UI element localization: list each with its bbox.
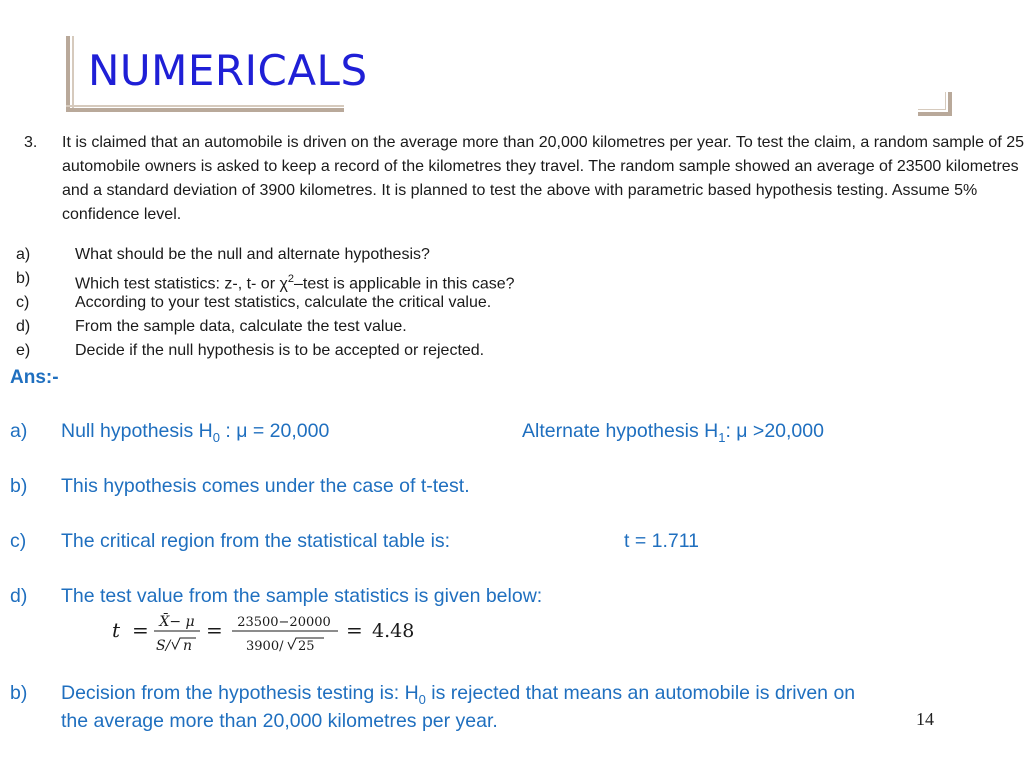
sub-question-label: c) — [16, 294, 30, 311]
answer-e-line-2: the average more than 20,000 kilometres per year. — [61, 710, 498, 732]
formula-denominator-2a: 3900/ — [246, 639, 284, 654]
corner-horizontal-line — [918, 112, 952, 116]
answer-e-label: b) — [10, 682, 28, 704]
corner-bracket — [918, 92, 952, 116]
t-statistic-formula — [108, 608, 428, 656]
corner-inner-vertical-line — [945, 92, 947, 110]
formula-numerator-1: X̄− μ — [159, 614, 195, 630]
answer-e-text: is rejected that means an automobile is driven on — [425, 682, 856, 704]
answer-a-alternate — [522, 420, 824, 445]
answer-e-text: Decision from the hypothesis testing is: H — [61, 682, 419, 704]
answer-a-null — [61, 420, 329, 445]
equals-sign: = — [132, 618, 149, 642]
answer-b-label: b) — [10, 475, 28, 497]
question-text: It is claimed that an automobile is driven on the average more than 20,000 kilometres per year. To test the claim, a random sample of 25 automobile owners is asked to keep a record of the kilometres they travel. The random sample showed an average of 23500 kilometres and a standard deviation of 3900 kilometres. It is planned to test the above with parametric based hypothesis testing. Assume 5% confidence level. — [62, 134, 1024, 223]
equals-sign: = — [346, 618, 363, 642]
formula-lhs: t — [112, 618, 121, 642]
sub-question-text: According to your test statistics, calculate the critical value. — [75, 294, 492, 311]
sub-question-text-part: –test is applicable in this case? — [294, 275, 515, 293]
answer-d-label: d) — [10, 585, 28, 607]
sub-question-text: From the sample data, calculate the test value. — [75, 318, 407, 335]
sub-question-label: e) — [16, 342, 31, 359]
answer-a-alt-text: Alternate hypothesis H — [522, 420, 719, 442]
title-frame-bottom-inner-line — [66, 105, 344, 107]
formula-result: 4.48 — [372, 620, 415, 642]
answer-a-alt-rest: : μ >20,000 — [725, 420, 824, 442]
question-number: 3. — [24, 134, 38, 151]
subscript: 1 — [718, 429, 726, 445]
sub-question-label: a) — [16, 246, 31, 263]
answer-c-label: c) — [10, 530, 27, 552]
sub-question-label: d) — [16, 318, 31, 335]
answer-e-line-1 — [61, 682, 855, 707]
formula-numerator-2: 23500−20000 — [237, 615, 331, 630]
formula-denominator-1a: S/ — [156, 638, 171, 654]
title-frame-left-line — [66, 36, 70, 112]
answer-d-text: The test value from the sample statistics is given below: — [61, 585, 543, 607]
page-number: 14 — [916, 709, 934, 729]
subscript: 0 — [418, 691, 426, 707]
answer-b-text: This hypothesis comes under the case of t-test. — [61, 475, 470, 497]
answer-a-null-rest: : μ = 20,000 — [219, 420, 330, 442]
sub-question-text-part: Which test statistics: z-, t- or χ — [75, 275, 288, 293]
equals-sign: = — [206, 618, 223, 642]
superscript: 2 — [287, 273, 294, 285]
answer-a-label: a) — [10, 420, 28, 442]
formula-denominator-1b: n — [183, 638, 193, 654]
answer-c-value: t = 1.711 — [624, 530, 699, 552]
subscript: 0 — [212, 429, 220, 445]
title-frame-left-inner-line — [72, 36, 74, 112]
corner-inner-horizontal-line — [918, 109, 946, 111]
sub-question-text: What should be the null and alternate hypothesis? — [75, 246, 430, 263]
title-frame-bottom-line — [66, 108, 344, 112]
answer-c-text: The critical region from the statistical table is: — [61, 530, 451, 552]
slide-title: NUMERICALS — [88, 46, 368, 95]
sub-question-text: Decide if the null hypothesis is to be accepted or rejected. — [75, 342, 485, 359]
answer-heading: Ans:- — [10, 367, 59, 388]
answer-a-null-text: Null hypothesis H — [61, 420, 213, 442]
formula-denominator-2b: 25 — [298, 639, 315, 654]
sub-question-label: b) — [16, 270, 31, 287]
